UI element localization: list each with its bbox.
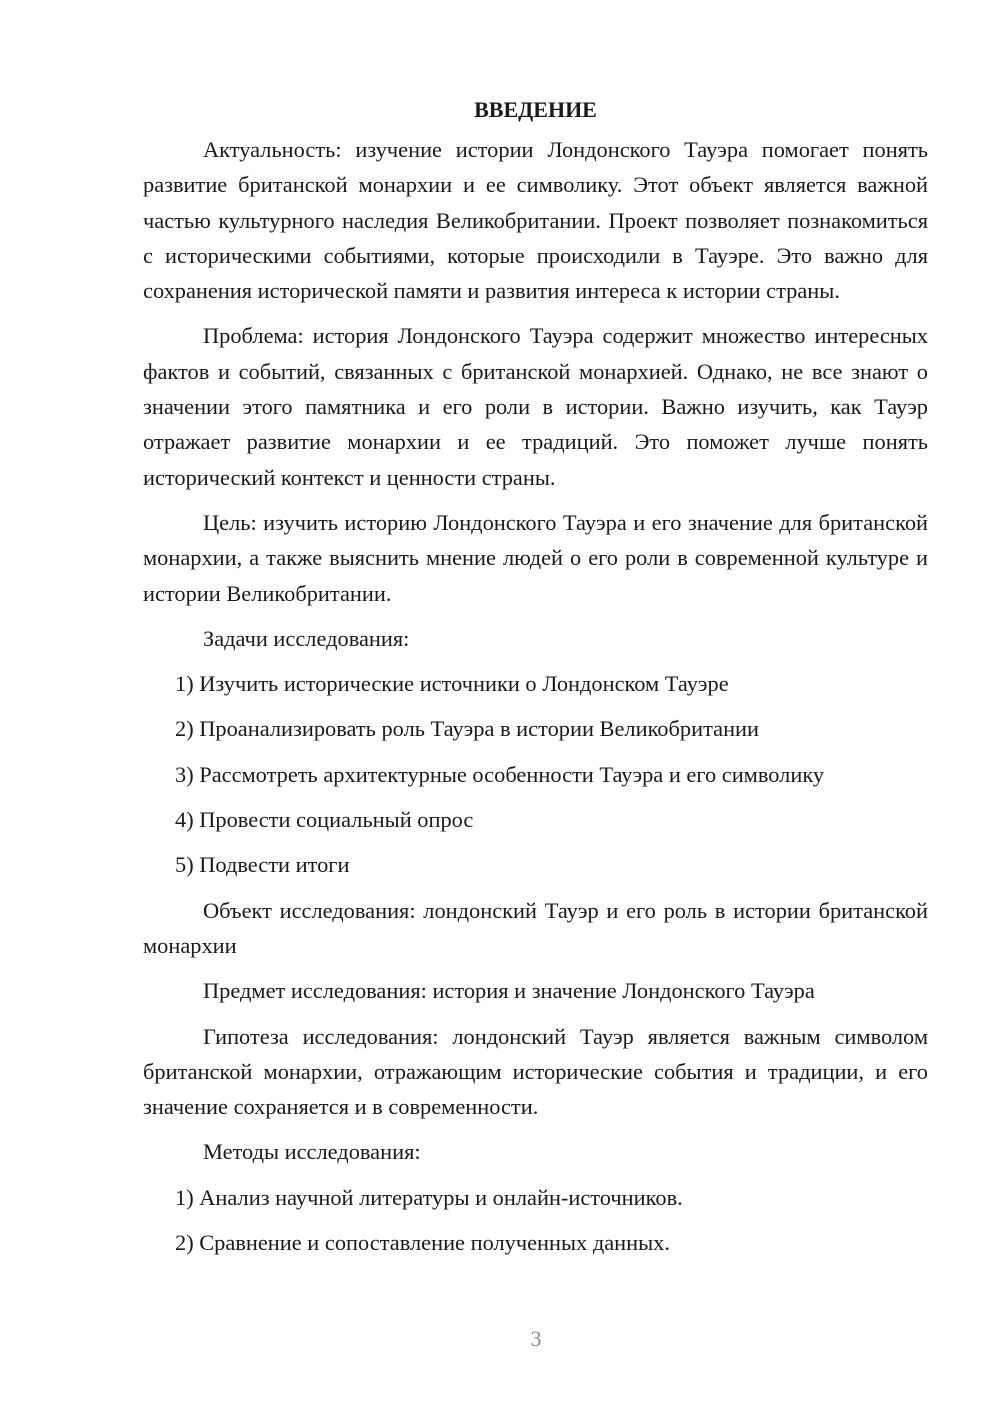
page-number: 3: [530, 1326, 542, 1351]
subject-paragraph: Предмет исследования: история и значение Лондонского Тауэра: [203, 978, 815, 1004]
task-item: 1) Изучить исторические источники о Лондонском Тауэре: [175, 671, 729, 697]
task-item: 5) Подвести итоги: [175, 852, 350, 878]
object-paragraph: Объект исследования: лондонский Тауэр и его роль в истории британской монархии: [143, 897, 928, 958]
page-content: [143, 92, 928, 1270]
method-item: 2) Сравнение и сопоставление полученных данных.: [175, 1230, 670, 1256]
method-item: 1) Анализ научной литературы и онлайн-источников.: [175, 1184, 683, 1210]
goal-paragraph: Цель: изучить историю Лондонского Тауэра и его значение для британской монархии, а также выяснить мнение людей о его роли в современной культуре и истории Великобритании.: [143, 509, 928, 606]
tasks-title: Задачи исследования:: [203, 625, 410, 651]
methods-title: Методы исследования:: [203, 1139, 421, 1165]
task-item: 3) Рассмотреть архитектурные особенности Тауэра и его символику: [175, 761, 825, 787]
section-heading: ВВЕДЕНИЕ: [474, 97, 597, 122]
problem-paragraph: Проблема: история Лондонского Тауэра содержит множество интересных фактов и событий, связанных с британской монархией. Однако, не все знают о значении этого памятника и его роли в истории. Важно изучить, как Тауэр отражает развитие монархии и ее традиций. Это поможет лучше понять исторический контекст и ценности страны.: [143, 323, 928, 490]
task-item: 2) Проанализировать роль Тауэра в истории Великобритании: [175, 716, 760, 742]
relevance-paragraph: Актуальность: изучение истории Лондонского Тауэра помогает понять развитие британской монархии и ее символику. Этот объект является важной частью культурного наследия Великобритании. Проект позволяет познакомиться с историческими событиями, которые происходили в Тауэре. Это важно для сохранения исторической памяти и развития интереса к истории страны.: [143, 137, 928, 304]
hypothesis-paragraph: Гипотеза исследования: лондонский Тауэр является важным символом британской монархии, отражающим исторические события и традиции, и его значение сохраняется и в современности.: [143, 1023, 928, 1120]
task-item: 4) Провести социальный опрос: [175, 807, 474, 833]
